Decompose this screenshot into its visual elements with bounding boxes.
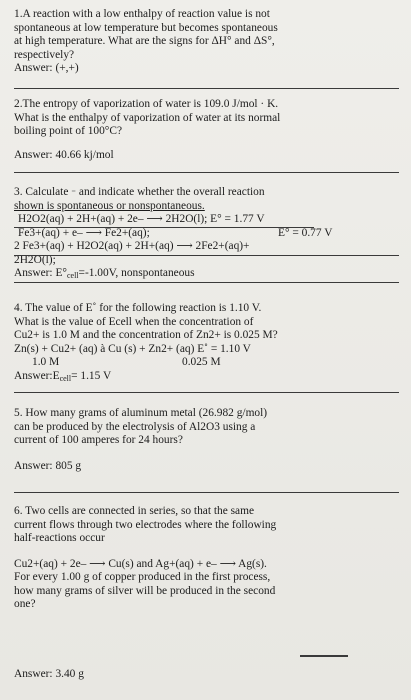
question-2-line: 2.The entropy of vaporization of water is 109.0 J/mol · K. — [14, 98, 279, 110]
answer-subscript: cell — [66, 271, 79, 280]
question-3 — [14, 186, 399, 283]
cu-concentration: 1.0 M — [32, 356, 60, 368]
answer-label: Answer:E — [14, 369, 60, 382]
question-1-line: respectively? — [14, 48, 75, 61]
question-6 — [14, 505, 399, 612]
question-5-line: current of 100 amperes for 24 hours? — [14, 434, 183, 446]
answer-label: Answer: E° — [14, 267, 67, 279]
question-4-line: 4. The value of E˚ for the following reaction is 1.10 V. — [14, 302, 262, 314]
question-5 — [14, 407, 399, 473]
missing-formula-glyph: ⁼ — [71, 187, 77, 197]
answer-value: = 1.15 V — [71, 369, 112, 382]
question-4-concentrations — [14, 356, 399, 370]
question-6-answer: Answer: 3.40 g — [14, 668, 84, 680]
question-4-answer — [14, 370, 399, 386]
question-5-answer: Answer: 805 g — [14, 459, 82, 472]
question-2-answer: Answer: 40.66 kj/mol — [14, 148, 114, 161]
question-2 — [14, 98, 399, 162]
overall-reaction-cont: 2H2O(l); — [14, 253, 56, 266]
question-6-line: current flows through two electrodes where the following — [14, 518, 277, 531]
question-1-line: at high temperature. What are the signs for ΔH° and ΔS°, — [14, 35, 275, 47]
half-reactions: Cu2+(aq) + 2e– ⟶ Cu(s) and Ag+(aq) + e– ⟶ Ag(s). — [14, 557, 267, 570]
question-1-answer: Answer: (+,+) — [14, 62, 79, 74]
question-6-line: half-reactions occur — [14, 532, 105, 544]
question-3-line — [14, 186, 399, 200]
question-6-line: how many grams of silver will be produced in the second — [14, 584, 276, 597]
question-4-line: Cu2+ is 1.0 M and the concentration of Zn2+ is 0.025 M? — [14, 329, 278, 341]
question-4 — [14, 302, 399, 385]
question-4-line: What is the value of Ecell when the concentration of — [14, 315, 254, 328]
question-3-line-end: and indicate whether the overall reaction — [78, 186, 265, 198]
question-5-line: can be produced by the electrolysis of Al2O3 using a — [14, 420, 256, 433]
question-6-line: one? — [14, 598, 36, 610]
half-reaction-2-potential: E° = 0.77 V — [278, 226, 333, 239]
answer-rule — [300, 655, 348, 657]
divider — [14, 88, 399, 89]
half-reaction-2 — [14, 227, 399, 241]
answer-value: =-1.00V, nonspontaneous — [78, 267, 195, 279]
reaction-top-rule — [14, 227, 314, 228]
question-3-answer — [14, 267, 399, 283]
question-2-line: What is the enthalpy of vaporization of water at its normal — [14, 111, 281, 124]
answer-subscript: cell — [59, 373, 72, 383]
zn-concentration: 0.025 M — [182, 356, 221, 368]
question-1 — [14, 8, 399, 76]
question-4-reaction: Zn(s) + Cu2+ (aq) à Cu (s) + Zn2+ (aq) E˚ = 1.10 V — [14, 342, 251, 355]
half-reaction-2-equation: Fe3+(aq) + e– ⟶ Fe2+(aq); — [18, 226, 150, 239]
question-5-line: 5. How many grams of aluminum metal (26.982 g/mol) — [14, 407, 268, 419]
overall-reaction: 2 Fe3+(aq) + H2O2(aq) + 2H+(aq) ⟶ 2Fe2+(aq)+ — [14, 240, 250, 252]
divider — [14, 392, 399, 393]
question-1-line: spontaneous at low temperature but becomes spontaneous — [14, 21, 278, 34]
divider — [14, 492, 399, 493]
divider — [14, 172, 399, 173]
question-6-answer-block — [14, 668, 399, 682]
reaction-sum-rule — [14, 255, 399, 256]
divider — [14, 282, 399, 283]
question-1-line: 1.A reaction with a low enthalpy of reaction value is not — [14, 8, 270, 20]
question-6-line: 6. Two cells are connected in series, so that the same — [14, 505, 255, 517]
half-reaction-1: H2O2(aq) + 2H+(aq) + 2e– ⟶ 2H2O(l); E° = 1.77 V — [18, 213, 265, 225]
question-6-line: For every 1.00 g of copper produced in the first process, — [14, 571, 271, 583]
question-3-line-start: 3. Calculate — [14, 186, 69, 198]
question-3-line: shown is spontaneous or nonspontaneous. — [14, 199, 205, 212]
question-2-line: boiling point of 100°C? — [14, 125, 123, 137]
